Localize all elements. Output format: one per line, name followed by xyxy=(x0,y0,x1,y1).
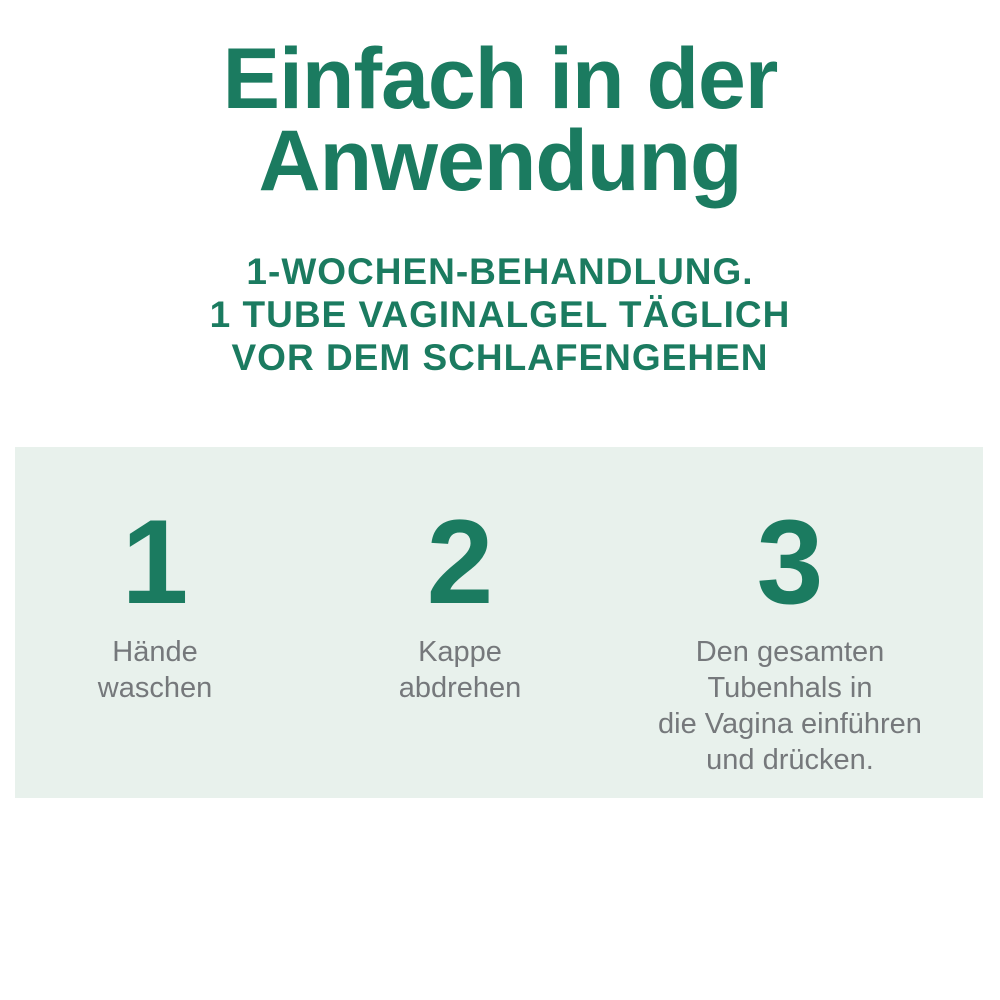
title-line-1: Einfach in der xyxy=(222,31,778,127)
step-2-label-line-2: abdrehen xyxy=(398,672,522,704)
subtitle-line-3: VOR DEM SCHLAFENGEHEN xyxy=(231,337,769,378)
step-2-label xyxy=(345,634,575,706)
step-3-label xyxy=(630,634,950,778)
page-subtitle xyxy=(0,250,1000,379)
subtitle-line-1: 1-WOCHEN-BEHANDLUNG. xyxy=(246,251,754,292)
step-3-number: 3 xyxy=(756,495,824,629)
step-3-label-line-3: die Vagina einführen xyxy=(658,708,922,740)
step-1-number: 1 xyxy=(121,495,189,629)
step-2-number: 2 xyxy=(426,495,494,629)
step-2-label-line-1: Kappe xyxy=(418,636,502,668)
step-3-label-line-4: und drücken. xyxy=(706,744,874,776)
subtitle-line-2: 1 TUBE VAGINALGEL TÄGLICH xyxy=(209,294,791,335)
step-1-label-line-1: Hände xyxy=(112,636,198,668)
steps-panel xyxy=(15,447,983,798)
step-2 xyxy=(345,447,575,798)
page-title xyxy=(0,31,1000,209)
step-3-label-line-2: Tubenhals in xyxy=(707,672,873,704)
step-3-label-line-1: Den gesamten xyxy=(695,636,885,668)
step-1-label-line-2: waschen xyxy=(97,672,213,704)
step-3 xyxy=(630,447,950,798)
title-line-2: Anwendung xyxy=(258,113,742,209)
step-1-label xyxy=(40,634,270,706)
step-1 xyxy=(40,447,270,798)
